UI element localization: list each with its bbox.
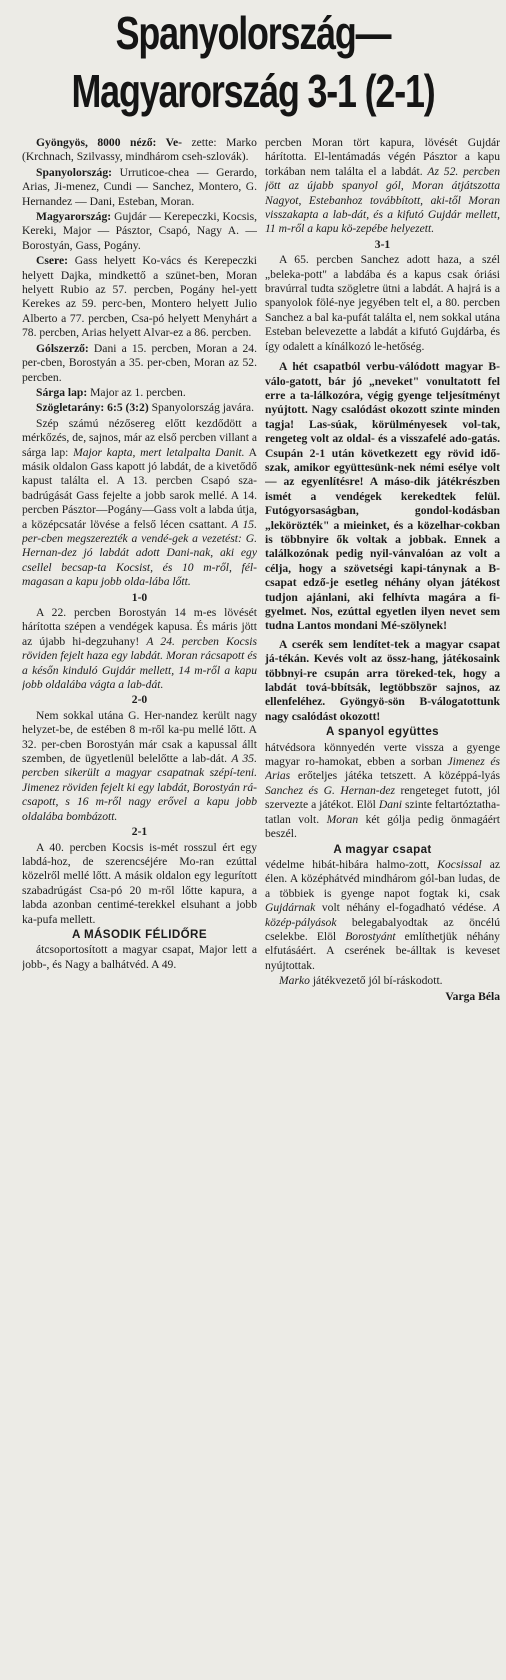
spain-lineup: Spanyolország: Urruticoe-chea — Gerardo, Arias, Ji-menez, Cundi — Sanchez, Montero, G. Hernandez — Dani, Esteban, Moran. <box>22 165 257 208</box>
headline-line-2: Magyarország 3-1 (2-1) <box>71 65 435 117</box>
goal-scorers: Gólszerző: Dani a 15. percben, Moran a 24. per-cben, Borostyán a 35. per-cben, Moran az 52. percben. <box>22 341 257 384</box>
yellow-card: Sárga lap: Major az 1. percben. <box>36 385 186 399</box>
score-marker: 1-0 <box>131 590 148 604</box>
subheading-hungarian-team: A magyar csapat <box>333 842 432 856</box>
subheading-spanish-team: A spanyol együttes <box>325 725 440 739</box>
article-column-right <box>265 136 500 1674</box>
article-column-left <box>22 136 257 1674</box>
score-marker: 2-1 <box>131 825 148 839</box>
article-paragraph: percben Moran tört kapura, lövését Gujdár hárította. El-lentámadás végén Pásztor a kapu torkában nem találta el a labdát. Az 52. percben jött az újabb spanyol gól, Moran átjátszotta Nagyot, Estebanhoz továbbított, aki-től Moran visszakapta a lab-dát, és a kifutó Gujdár mellett, 11 m-ről a kapu kö-zepébe helyezett. <box>265 136 500 236</box>
article-paragraph: Nem sokkal utána G. Her-nandez került nagy helyzet-be, de estében 8 m-ről ka-pu mellé lőtt. A 32. per-cben Borostyán már csak a kapussal állt szemben, de ügyetlenül belelőtte a lab-dát. A 35. percben sikerült a magyar csapatnak szépí-teni. Jimenez röviden fejelt ki egy labdát, Borostyán rá-csapott, s 16 m-ről nagy erővel a kapu jobb oldalába bombázott. <box>22 708 257 823</box>
commentary-paragraph: A hét csapatból verbu-válódott magyar B-válo-gatott, bár jó „neveket" vonultatott fel erre a ta-lálkozóra, végig gyenge teljesítményt nyújtott. Nagy csalódást okozott szinte minden tagja! Las-súak, körülményesek vol-tak, rengeteg volt az oldal- és a visszafelé ado-gatás. Csupán 2-1 után következett egy rövid idő-szak, amikor együttesünk-nek némi esélye volt — az egyenlítésre! A máso-dik játékrészben ismét a vendégek kerekedtek felül. Futógyorsaságban, gondol-kodásban „lekörözték" a mieinket, és a közelhar-cokban is többnyire ők voltak a jobbak. Ennek a találkozónak pedig nyil-vánvalóan az volt a célja, hogy a szövetségi kapi-tánynak a B-csapat edző-je esetleg néhány olyan játékost tudjon ajánlani, aki felhívta magára a fi-gyelmet. Nos, ezúttal egyetlen ilyen nevet sem tudna Lantos mondani Mé-szölynek! <box>265 360 500 633</box>
headline-line-1: Spanyolország— <box>115 7 391 59</box>
score-marker: 2-0 <box>131 693 148 707</box>
match-venue: Gyöngyös, 8000 néző: Ve- zette: Marko (Krchnach, Szilvassy, mindhárom cseh-szlovák). <box>22 136 257 164</box>
article-paragraph: Szép számú nézősereg előtt kezdődött a mérkőzés, de, sajnos, már az első percben villant a sárga lap: Major kapta, mert letalpalta Danit. A másik oldalon Gass kapott jó labdát, de a kivetődő kapust találta el. A 13. percben Csapó sza-badrúgását Gass fejelte a jobb sarok mellé. A 14. percben Pásztor—Pogány—Gass volt a labda útja, a középcsatár lövése a felső lécen csattant. A 15. per-cben megszerezték a vendé-gek a vezetést: G. Hernan-dez jó labdát adott Dani-nak, aki egy csellel becsap-ta Kocsist, és 10 m-ről, fél-magasan a kapu jobb olda-lába lőtt. <box>22 416 257 589</box>
article-paragraph: A 65. percben Sanchez adott haza, a szél „beleka-pott" a labdába és a kapus csak óriási bravúrral tudta szögletre ütni a labdát. A hajrá is a spanyolok fölé-nye jegyében telt el, a 80. percben Sanchez a bal ka-pufát találta el, nem sokkal utána Esteban belevezette a labdát a kifutó Gujdárba, és így odalett a kínálkozó le-hetőség. <box>265 253 500 353</box>
score-marker: 3-1 <box>374 237 391 251</box>
commentary-paragraph: A cserék sem lendítet-tek a magyar csapat já-tékán. Kevés volt az össz-hang, játékosaink többnyi-re csupán arra töreked-tek, hogy a labdát tová-bbítsák, legtöbbször sajnos, az ellenfeléhez. Gyöngyö-sön B-válogatottunk nagy csalódást okozott! <box>265 637 500 723</box>
article-paragraph: védelme hibát-hibára halmo-zott, Kocsissal az élen. A középhátvéd mindhárom gól-ban ludas, de a többiek is gyenge napot fogtak ki, csak Gujdárnak volt néhány el-fogadható védése. A közép-pályások belegabalyodtak az öncélú cselekbe. Elöl Borostyánt említhetjük néhány elfutásáért. A cserének be-álltak is keveset nyújtottak. <box>265 857 500 972</box>
article-columns <box>22 136 500 1674</box>
subheading-second-half: A MÁSODIK FÉLIDŐRE <box>72 927 207 941</box>
hungary-lineup: Magyarország: Gujdár — Kerepeczki, Kocsis, Kereki, Major — Pásztor, Csapó, Nagy A. — Borostyán, Gass, Pogány. <box>22 210 257 252</box>
corner-ratio: Szögletarány: 6:5 (3:2) Spanyolország javára. <box>36 401 254 415</box>
article-paragraph: Marko játékvezető jól bí-ráskodott. <box>279 974 443 988</box>
article-paragraph: A 22. percben Borostyán 14 m-es lövését hárította szépen a vendégek kapusa. És máris jött az újabb hi-degzuhany! A 24. percben Kocsis röviden fejelt haza egy labdát. Moran rácsapott és a későn kinduló Gujdár mellett, 14 m-ről a kapu jobb oldalába vágta a lab-dát. <box>22 606 257 692</box>
author-signature: Varga Béla <box>445 989 500 1003</box>
article-paragraph: átcsoportosított a magyar csapat, Major lett a jobb-, és Nagy a balhátvéd. A 49. <box>22 943 257 971</box>
article-paragraph: A 40. percben Kocsis is-mét rosszul ért egy labdá-hoz, de szerencséjére Mo-ran ezúttal közelről mellé lőtt. A másik oldalon egy legurított szabadrúgást Csa-pó 20 m-ről lőtte kapura, a labda azonban centimé-terekkel elsuhant a jobb ka-pufa mellett. <box>22 840 257 926</box>
substitutions: Csere: Gass helyett Ko-vács és Kerepeczki helyett Dajka, mindkettő a szünet-ben, Moran helyett Rubio az 57. percben, Pogány hel-yett Kerekes az 59. perc-ben, Montero helyett Julio Alberto a 77. percben, Csa-pó helyett Menyhárt a 78. percben, Arias helyett Alvar-ez a 86. percben. <box>22 254 257 340</box>
commentary-block <box>265 360 500 724</box>
article-paragraph: hátvédsora könnyedén verte vissza a gyenge magyar ro-hamokat, ebben a sorban Jimenez és Arias erőteljes játéka tetszett. A középpá-lyás Sanchez és G. Hernan-dez rengeteget futott, jól szervezte a játékot. Elöl Dani szinte feltartóztatha-tatlan volt. Moran két gólja pedig önmagáért beszél. <box>265 740 500 841</box>
headline <box>56 4 451 120</box>
